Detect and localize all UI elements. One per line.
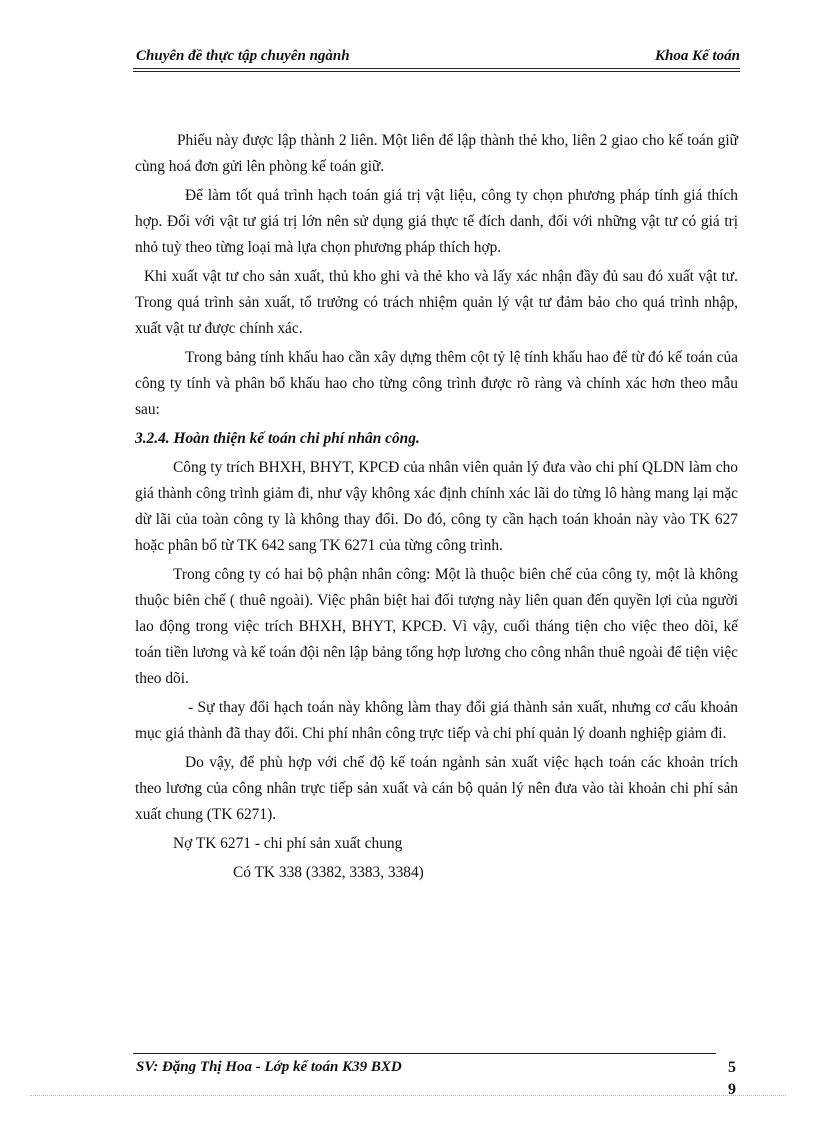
page-number-digit-2: 9 (728, 1081, 736, 1098)
page-header (133, 46, 740, 72)
page-bottom-border (30, 1095, 786, 1096)
paragraph-phieu: Phiếu này được lập thành 2 liên. Một liên để lập thành thẻ kho, liên 2 giao cho kế toán giữ cùng hoá đơn gửi lên phòng kế toán giữ. (135, 132, 738, 175)
debit-entry: Nợ TK 6271 - chi phí sản xuất chung (173, 835, 403, 852)
document-body (135, 128, 738, 886)
footer-rule (133, 1053, 716, 1054)
paragraph-thay-doi-hach-toan: - Sự thay đổi hạch toán này không làm thay đổi giá thành sản xuất, nhưng cơ cấu khoản mục giá thành đã thay đổi. Chi phí nhân công trực tiếp và chi phí quản lý doanh nghiệp giảm đi. (135, 699, 738, 742)
header-rule (133, 68, 740, 69)
paragraph-do-vay: Do vậy, để phù hợp với chế độ kế toán ngành sản xuất việc hạch toán các khoản trích theo lương của công nhân trực tiếp sản xuất và cán bộ quản lý nên đưa vào tài khoản chi phí sản xuất chung (TK 6271). (135, 754, 738, 823)
paragraph-bhxh: Công ty trích BHXH, BHYT, KPCĐ của nhân viên quản lý đưa vào chi phí QLDN làm cho giá thành công trình giảm đi, như vậy không xác định chính xác lãi do từng lô hàng mang lại mặc dừ lãi của toàn công ty là không thay đổi. Do đó, công ty cần hạch toán khoản này vào TK 627 hoặc phân bổ từ TK 642 sang TK 6271 của từng công trình. (135, 459, 738, 554)
header-department: Khoa Kế toán (654, 48, 740, 64)
paragraph-khau-hao: Trong bảng tính khấu hao cần xây dựng thêm cột tỷ lệ tính khấu hao để từ đó kế toán của công ty tính và phân bổ khấu hao cho từng công trình được rõ ràng và chính xác hơn theo mẫu sau: (135, 349, 738, 418)
paragraph-bo-phan-nhan-cong: Trong công ty có hai bộ phận nhân công: Một là thuộc biên chế của công ty, một là không thuộc biên chế ( thuê ngoài). Việc phân biệt hai đối tượng này liên quan đến quyền lợi của người lao động trong việc trích BHXH, BHYT, KPCĐ. Vì vậy, cuối tháng tiện cho việc theo dõi, kế toán tiền lương và kế toán đội nên lập bảng tổng hợp lương cho công nhân thuê ngoài để tiện việc theo dõi. (135, 566, 738, 687)
footer-student: SV: Đặng Thị Hoa - Lớp kế toán K39 BXD (136, 1059, 402, 1075)
credit-entry: Có TK 338 (3382, 3383, 3384) (233, 864, 424, 881)
page-number-digit-1: 5 (728, 1059, 736, 1076)
header-title: Chuyên đề thực tập chuyên ngành (136, 48, 350, 64)
paragraph-hach-toan-vat-lieu: Để làm tốt quá trình hạch toán giá trị vật liệu, công ty chọn phương pháp tính giá thích hợp. Đối với vật tư giá trị lớn nên sử dụng giá thực tế đích danh, đối với những vật tư có giá trị nhỏ tuỳ theo từng loại mà lựa chọn phương pháp thích hợp. (135, 187, 738, 256)
paragraph-xuat-vat-tu: Khi xuất vật tư cho sản xuất, thủ kho ghi và thẻ kho và lấy xác nhận đầy đủ sau đó xuất vật tư. Trong quá trình sản xuất, tổ trưởng có trách nhiệm quản lý vật tư đảm bảo cho quá trình nhập, xuất vật tư được chính xác. (135, 268, 738, 337)
header-rule-thin (133, 71, 740, 72)
section-heading: 3.2.4. Hoàn thiện kế toán chi phí nhân công. (135, 430, 420, 447)
